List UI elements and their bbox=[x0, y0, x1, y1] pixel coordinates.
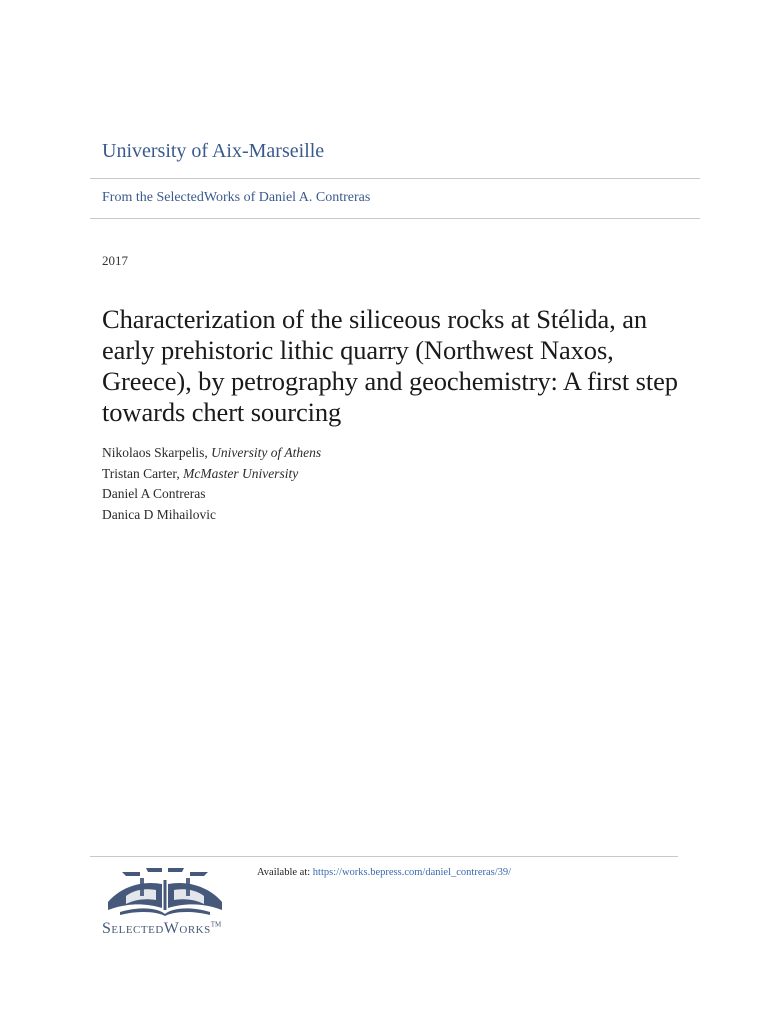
institution-name[interactable]: University of Aix-Marseille bbox=[102, 140, 325, 162]
available-url-link[interactable]: https://works.bepress.com/daniel_contreras/39/ bbox=[312, 867, 512, 878]
author-name: Nikolaos Skarpelis, bbox=[102, 445, 208, 460]
footer-divider bbox=[90, 856, 678, 857]
paper-title: Characterization of the siliceous rocks at Stélida, an early prehistoric lithic quarry (Northwest Naxos, Greece), by petrography and geochemistry: A first step towards chert sourcing bbox=[102, 304, 678, 427]
author-list bbox=[102, 443, 321, 525]
available-at bbox=[257, 867, 511, 878]
header-divider-top bbox=[90, 178, 700, 179]
author-affiliation: University of Athens bbox=[211, 445, 322, 460]
open-book-icon bbox=[100, 866, 230, 916]
author-item bbox=[102, 484, 321, 505]
header-divider-bottom bbox=[90, 218, 700, 219]
author-item bbox=[102, 505, 321, 526]
selectedworks-source[interactable]: From the SelectedWorks of Daniel A. Contreras bbox=[102, 190, 371, 205]
author-name: Daniel A Contreras bbox=[102, 486, 206, 501]
author-name: Danica D Mihailovic bbox=[102, 506, 216, 522]
selectedworks-wordmark[interactable] bbox=[102, 920, 221, 938]
trademark-mark: TM bbox=[210, 920, 222, 929]
available-label: Available at: bbox=[257, 867, 311, 878]
publication-year: 2017 bbox=[102, 253, 128, 268]
wordmark-text: SelectedWorks bbox=[102, 920, 211, 937]
author-item bbox=[102, 443, 321, 464]
author-affiliation: McMaster University bbox=[183, 465, 299, 481]
author-name: Tristan Carter, bbox=[102, 465, 180, 481]
author-item bbox=[102, 464, 321, 485]
